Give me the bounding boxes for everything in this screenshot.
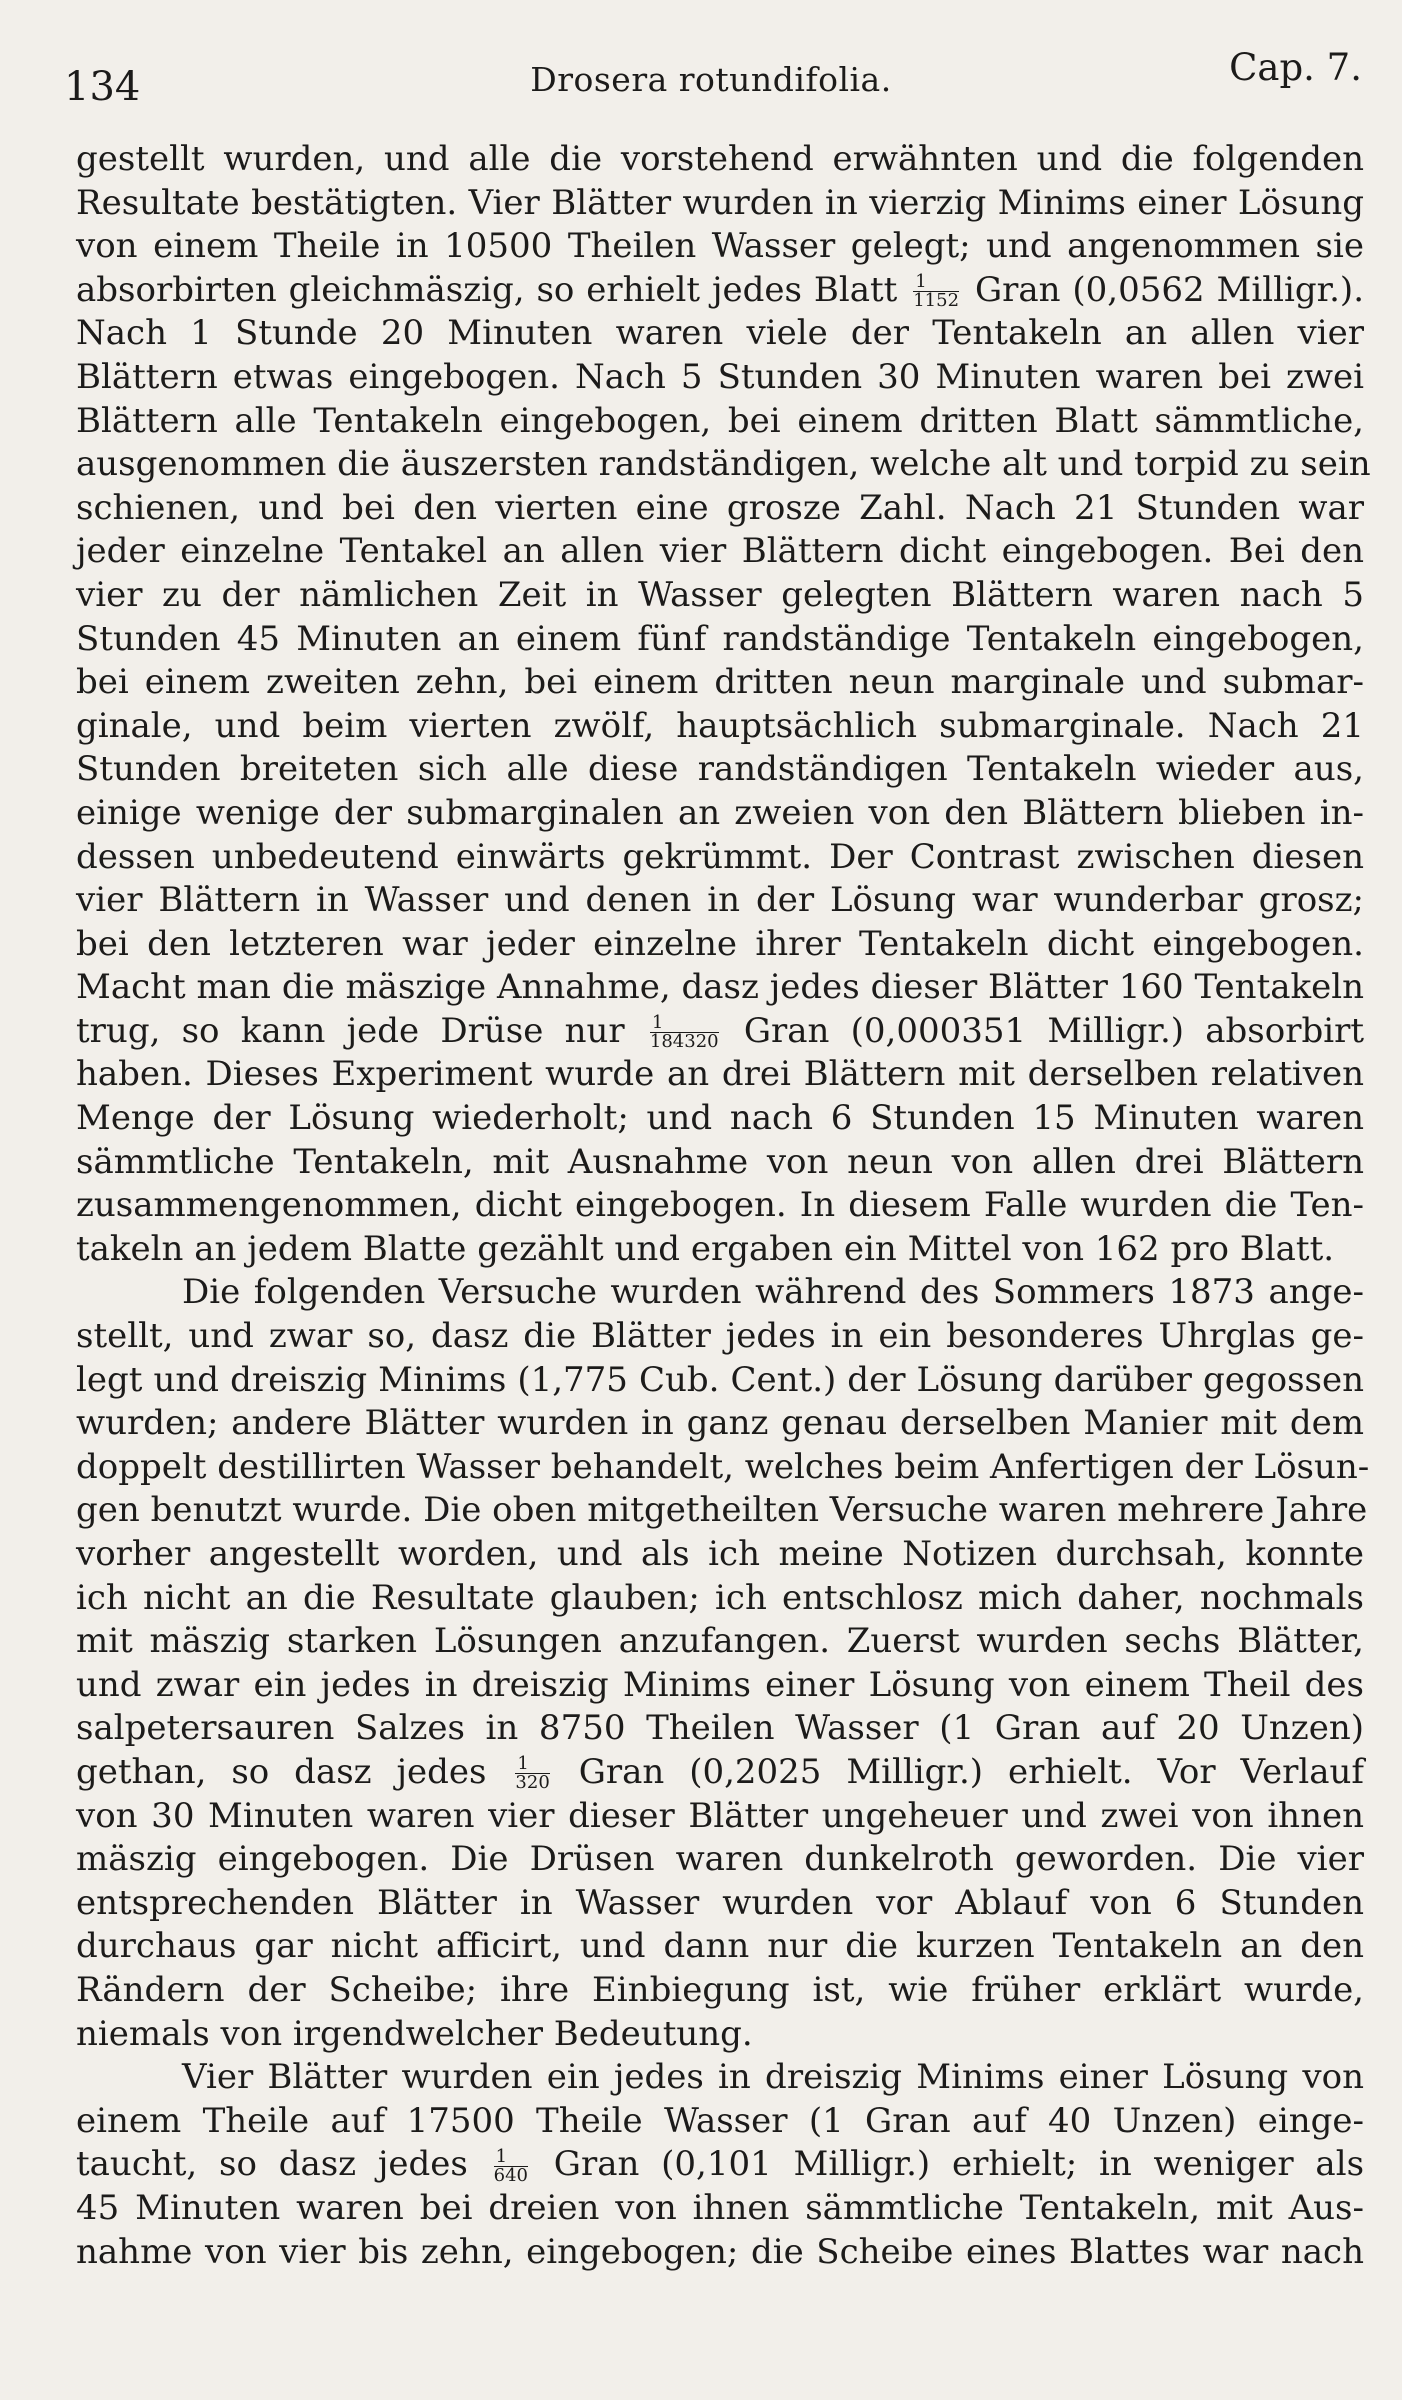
fraction <box>650 1014 719 1051</box>
line-text: salpetersauren Salzes in 8750 Theilen Wasser (1 Gran auf 20 Unzen) <box>76 1708 1364 1749</box>
text-line <box>76 1141 1364 1185</box>
fraction-denominator: 320 <box>515 1772 550 1794</box>
line-text: Blättern alle Tentakeln eingebogen, bei einem dritten Blatt sämmtliche, <box>76 400 1364 441</box>
line-text: bei einem zweiten zehn, bei einem dritten neun marginale und submar- <box>76 662 1364 703</box>
line-text: ginale, und beim vierten zwölf, hauptsächlich submarginale. Nach 21 <box>76 705 1364 746</box>
text-line <box>76 182 1364 226</box>
line-text: durchaus gar nicht afficirt, und dann nur die kurzen Tentakeln an den <box>76 1926 1364 1967</box>
line-text: niemals von irgendwelcher Bedeutung. <box>76 2013 753 2054</box>
line-text: haben. Dieses Experiment wurde an drei Blättern mit derselben relativen <box>76 1054 1364 1095</box>
line-text: schienen, und bei den vierten eine grosze Zahl. Nach 21 Stunden war <box>76 487 1364 528</box>
line-text: zusammengenommen, dicht eingebogen. In diesem Falle wurden die Ten- <box>76 1185 1364 1226</box>
line-text: takeln an jedem Blatte gezählt und ergaben ein Mittel von 162 pro Blatt. <box>76 1228 1335 1269</box>
line-text-after-fraction: Gran (0,2025 Milligr.) erhielt. Vor Verlauf <box>578 1751 1364 1792</box>
text-line <box>76 2100 1364 2144</box>
fraction <box>913 273 959 310</box>
line-text-after-fraction: Gran (0,0562 Milligr.). <box>974 269 1365 310</box>
line-text: sämmtliche Tentakeln, mit Ausnahme von neun von allen drei Blättern <box>76 1141 1364 1182</box>
line-text: bei den letzteren war jeder einzelne ihrer Tentakeln dicht eingebogen. <box>76 923 1364 964</box>
text-line <box>76 269 1364 313</box>
line-text: absorbirten gleichmäszig, so erhielt jedes Blatt <box>76 269 898 310</box>
line-text: gen benutzt wurde. Die oben mitgetheilten Versuche waren mehrere Jahre <box>76 1490 1368 1531</box>
text-line <box>76 1315 1364 1359</box>
text-line <box>76 443 1371 487</box>
line-text: Blättern etwas eingebogen. Nach 5 Stunden 30 Minuten waren bei zwei <box>76 356 1364 397</box>
text-line <box>76 574 1364 618</box>
line-text: doppelt destillirten Wasser behandelt, welches beim Anfertigen der Lösun- <box>76 1446 1370 1487</box>
text-line <box>76 2143 1364 2187</box>
line-text: und zwar ein jedes in dreiszig Minims einer Lösung von einem Theil des <box>76 1664 1364 1705</box>
text-line <box>76 836 1364 880</box>
line-text-after-fraction: Gran (0,000351 Milligr.) absorbirt <box>743 1010 1365 1051</box>
text-line <box>76 138 1364 182</box>
text-line <box>76 1795 1364 1839</box>
line-text: einige wenige der submarginalen an zweien von den Blättern blieben in- <box>76 792 1364 833</box>
text-line <box>76 1969 1364 2013</box>
line-text: entsprechenden Blätter in Wasser wurden vor Ablauf von 6 Stunden <box>76 1882 1364 1923</box>
chapter-label: Cap. 7. <box>1229 46 1362 89</box>
text-line <box>76 225 1364 269</box>
line-text: taucht, so dasz jedes <box>76 2144 468 2185</box>
line-text: Vier Blätter wurden ein jedes in dreiszig Minims einer Lösung von <box>182 2057 1364 2098</box>
text-line <box>76 400 1364 444</box>
line-text: vorher angestellt worden, und als ich meine Notizen durchsah, konnte <box>76 1534 1364 1574</box>
text-line <box>76 1184 1364 1228</box>
text-line <box>76 2231 1364 2275</box>
line-text: gethan, so dasz jedes <box>76 1751 487 1792</box>
text-line <box>76 1359 1364 1403</box>
line-text: Stunden breiteten sich alle diese randständigen Tentakeln wieder aus, <box>76 749 1364 790</box>
fraction-denominator: 640 <box>493 2164 529 2186</box>
text-line <box>76 1751 1364 1795</box>
text-line <box>76 1097 1364 1141</box>
text-line <box>76 792 1364 836</box>
line-text: Die folgenden Versuche wurden während des Sommers 1873 ange- <box>182 1272 1364 1313</box>
line-text: jeder einzelne Tentakel an allen vier Blättern dicht eingebogen. Bei den <box>76 531 1364 572</box>
text-line <box>76 1533 1364 1577</box>
body-text <box>76 138 1371 2274</box>
text-line <box>76 705 1364 749</box>
line-text: Stunden 45 Minuten an einem fünf randständige Tentakeln eingebogen, <box>76 618 1364 659</box>
text-line <box>76 1620 1364 1664</box>
line-text: Rändern der Scheibe; ihre Einbiegung ist, wie früher erklärt wurde, <box>76 1969 1364 2010</box>
text-line <box>76 487 1364 531</box>
fraction-numerator: 1 <box>494 2148 528 2167</box>
line-text: Nach 1 Stunde 20 Minuten waren viele der Tentakeln an allen vier <box>76 313 1364 354</box>
fraction <box>493 2145 529 2186</box>
text-line <box>76 356 1364 400</box>
line-text: dessen unbedeutend einwärts gekrümmt. Der Contrast zwischen diesen <box>76 836 1364 877</box>
line-text: stellt, und zwar so, dasz die Blätter jedes in ein besonderes Uhrglas ge- <box>76 1316 1364 1357</box>
text-line <box>76 1577 1364 1621</box>
running-header <box>60 46 1362 110</box>
line-text: gestellt wurden, und alle die vorstehend erwähnten und die folgenden <box>76 139 1364 179</box>
text-line <box>76 1838 1364 1882</box>
fraction-denominator: 1152 <box>913 290 960 312</box>
text-line <box>76 2056 1364 2100</box>
text-line <box>76 1010 1364 1054</box>
text-line <box>76 1707 1364 1751</box>
fraction-numerator: 1 <box>913 273 959 292</box>
line-text: ausgenommen die äuszersten randständigen, welche alt und torpid zu sein <box>76 444 1371 485</box>
text-line <box>76 748 1364 792</box>
line-text: von einem Theile in 10500 Theilen Wasser gelegt; und angenommen sie <box>76 226 1364 267</box>
line-text: einem Theile auf 17500 Theile Wasser (1 Gran auf 40 Unzen) einge- <box>76 2100 1364 2141</box>
line-text: mit mäszig starken Lösungen anzufangen. Zuerst wurden sechs Blätter, <box>76 1621 1364 1662</box>
line-text: legt und dreiszig Minims (1,775 Cub. Cent.) der Lösung darüber gegossen <box>76 1359 1364 1400</box>
text-line <box>76 1882 1364 1926</box>
fraction-denominator: 184320 <box>649 1031 719 1053</box>
text-line <box>76 530 1364 574</box>
text-line <box>76 966 1364 1010</box>
running-title: Drosera rotundifolia. <box>530 60 892 99</box>
text-line <box>76 618 1364 662</box>
fraction-numerator: 1 <box>515 1755 549 1774</box>
line-text: von 30 Minuten waren vier dieser Blätter ungeheuer und zwei von ihnen <box>76 1795 1364 1836</box>
text-line <box>76 1228 1364 1272</box>
line-text: trug, so kann jede Drüse nur <box>76 1010 625 1051</box>
text-line <box>76 1271 1364 1315</box>
page-number: 134 <box>64 64 141 110</box>
line-text-after-fraction: Gran (0,101 Milligr.) erhielt; in weniger als <box>553 2144 1365 2185</box>
line-text: nahme von vier bis zehn, eingebogen; die Scheibe eines Blattes war nach <box>76 2231 1364 2272</box>
line-text: vier zu der nämlichen Zeit in Wasser gelegten Blättern waren nach 5 <box>76 574 1364 615</box>
text-line <box>76 2013 1364 2057</box>
text-line <box>76 2187 1364 2231</box>
line-text: mäszig eingebogen. Die Drüsen waren dunkelroth geworden. Die vier <box>76 1839 1364 1880</box>
line-text: vier Blättern in Wasser und denen in der Lösung war wunderbar grosz; <box>76 880 1364 921</box>
text-line <box>76 1446 1370 1490</box>
text-line <box>76 312 1364 356</box>
line-text: 45 Minuten waren bei dreien von ihnen sämmtliche Tentakeln, mit Aus- <box>76 2187 1364 2228</box>
line-text: wurden; andere Blätter wurden in ganz genau derselben Manier mit dem <box>76 1403 1364 1444</box>
text-line <box>76 1053 1364 1097</box>
line-text: ich nicht an die Resultate glauben; ich entschlosz mich daher, nochmals <box>76 1577 1364 1618</box>
text-line <box>76 1925 1364 1969</box>
text-line <box>76 1664 1364 1708</box>
line-text: Macht man die mäszige Annahme, dasz jedes dieser Blätter 160 Tentakeln <box>76 967 1364 1008</box>
text-line <box>76 879 1364 923</box>
line-text: Menge der Lösung wiederholt; und nach 6 Stunden 15 Minuten waren <box>76 1098 1364 1139</box>
text-line <box>76 1402 1364 1446</box>
text-line <box>76 661 1364 705</box>
fraction <box>515 1755 549 1792</box>
text-line <box>76 923 1364 967</box>
fraction-numerator: 1 <box>650 1014 719 1033</box>
line-text: Resultate bestätigten. Vier Blätter wurden in vierzig Minims einer Lösung <box>76 182 1364 223</box>
text-line <box>76 1489 1368 1533</box>
